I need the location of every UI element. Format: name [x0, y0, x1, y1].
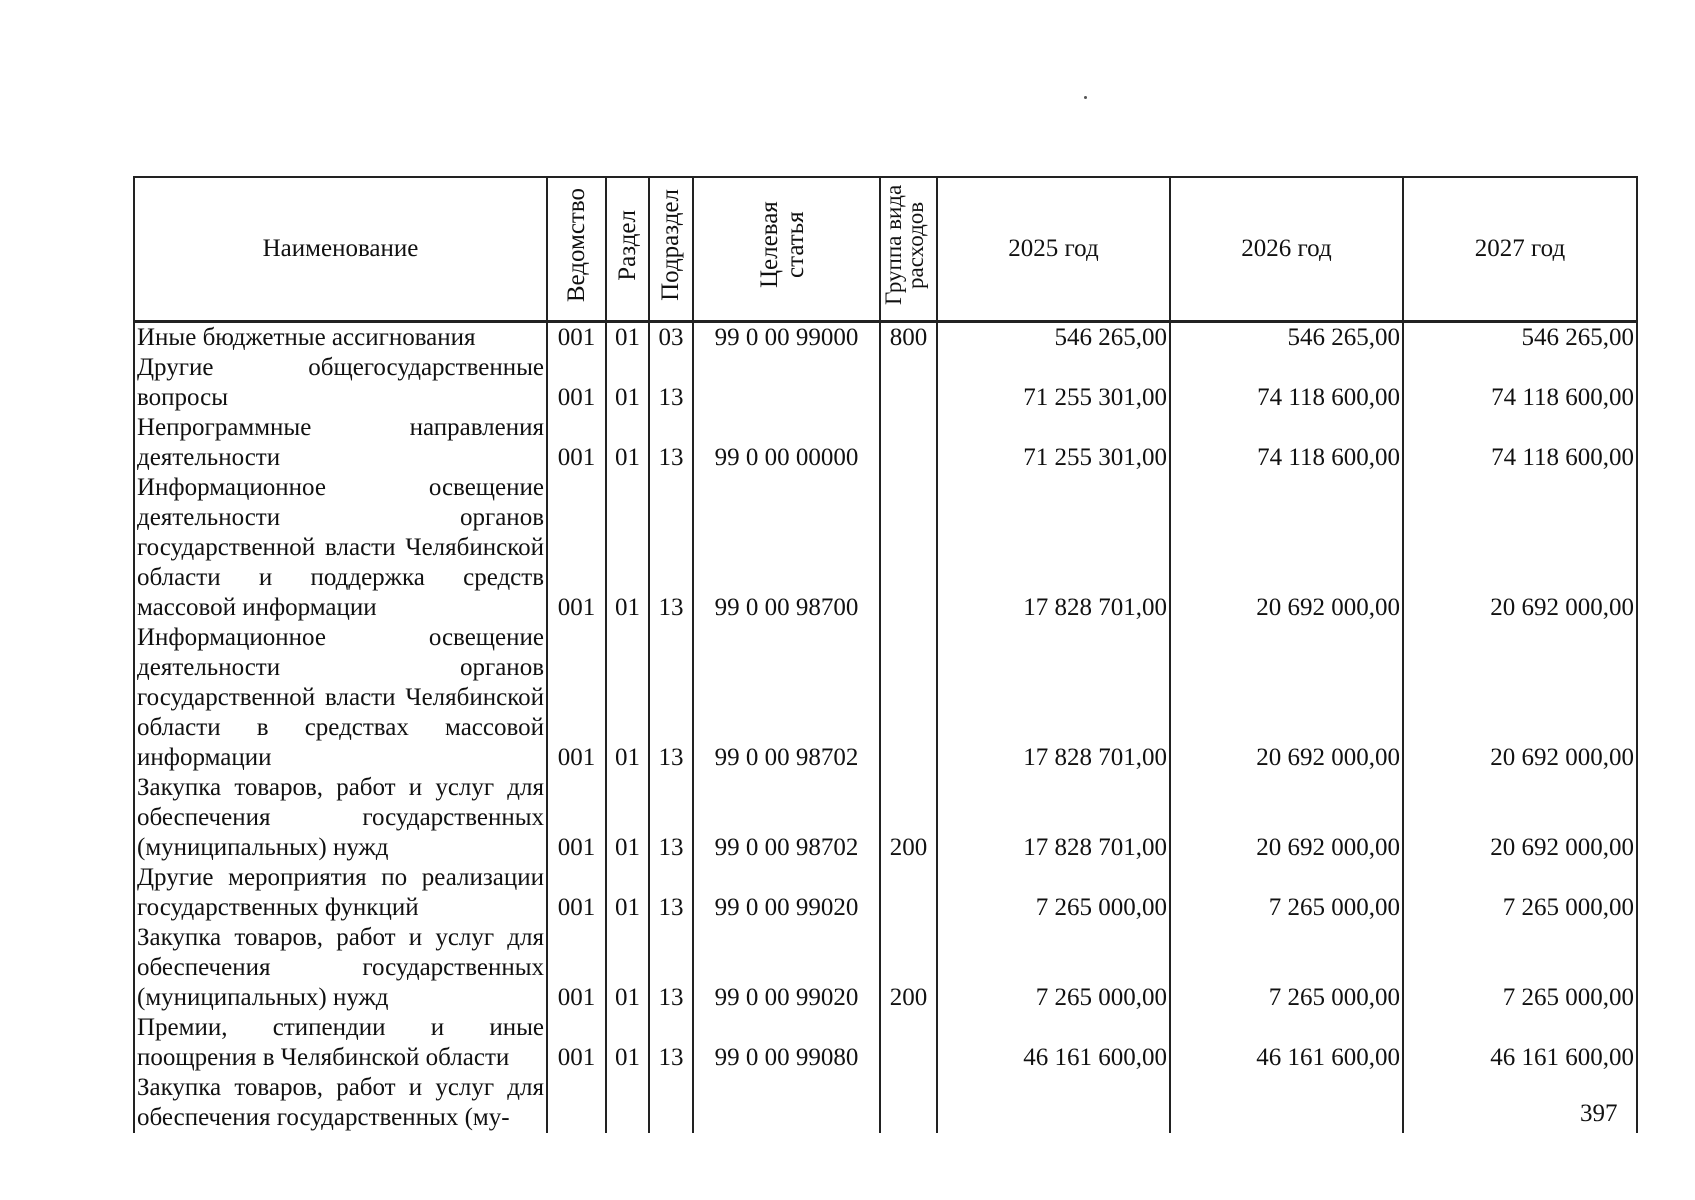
cell-department: 001	[547, 923, 606, 1013]
header-section	[606, 177, 649, 322]
budget-allocation-table	[133, 176, 1638, 1133]
cell-subsection: 13	[649, 1013, 693, 1073]
header-department	[547, 177, 606, 322]
cell-target-article: 99 0 00 98702	[693, 773, 880, 863]
cell-section: 01	[606, 923, 649, 1013]
cell-subsection: 13	[649, 923, 693, 1013]
cell-subsection: 13	[649, 413, 693, 473]
cell-2025: 71 255 301,00	[937, 413, 1170, 473]
cell-name: Другие мероприятия по реализации государственных функций	[134, 863, 547, 923]
table-row	[134, 1073, 1637, 1133]
header-target-article-label: Целевая статья	[755, 201, 809, 289]
cell-2027: 546 265,00	[1403, 322, 1637, 354]
cell-subsection: 13	[649, 623, 693, 773]
table-row	[134, 413, 1637, 473]
cell-expense-group: 200	[880, 923, 937, 1013]
cell-name: Другие общегосударственные вопросы	[134, 353, 547, 413]
cell-department	[547, 1073, 606, 1133]
cell-name: Непрограммные направления деятельности	[134, 413, 547, 473]
cell-2026: 74 118 600,00	[1170, 413, 1403, 473]
cell-section: 01	[606, 863, 649, 923]
cell-department: 001	[547, 1013, 606, 1073]
cell-2026: 7 265 000,00	[1170, 923, 1403, 1013]
cell-2027: 20 692 000,00	[1403, 473, 1637, 623]
header-2027-label: 2027 год	[1474, 235, 1566, 262]
header-section-label: Раздел	[613, 209, 641, 281]
cell-2027: 20 692 000,00	[1403, 623, 1637, 773]
cell-target-article: 99 0 00 00000	[693, 413, 880, 473]
cell-2025: 17 828 701,00	[937, 623, 1170, 773]
cell-2025: 46 161 600,00	[937, 1013, 1170, 1073]
cell-2026: 20 692 000,00	[1170, 623, 1403, 773]
page-number: 397	[1580, 1100, 1618, 1127]
cell-expense-group	[880, 863, 937, 923]
cell-subsection: 13	[649, 863, 693, 923]
header-subsection-label: Подраздел	[657, 189, 684, 301]
cell-expense-group	[880, 353, 937, 413]
header-2026-label: 2026 год	[1241, 235, 1332, 262]
cell-section: 01	[606, 623, 649, 773]
cell-subsection: 03	[649, 322, 693, 354]
cell-2027: 74 118 600,00	[1403, 353, 1637, 413]
cell-2025: 7 265 000,00	[937, 863, 1170, 923]
cell-expense-group: 800	[880, 322, 937, 354]
cell-2025: 17 828 701,00	[937, 773, 1170, 863]
cell-2026: 7 265 000,00	[1170, 863, 1403, 923]
table-row	[134, 623, 1637, 773]
header-expense-group	[880, 177, 937, 322]
cell-2026	[1170, 1073, 1403, 1133]
cell-name: Премии, стипендии и иные поощрения в Челябинской области	[134, 1013, 547, 1073]
table-row	[134, 863, 1637, 923]
header-subsection	[649, 177, 693, 322]
cell-2027: 46 161 600,00	[1403, 1013, 1637, 1073]
cell-target-article: 99 0 00 99020	[693, 923, 880, 1013]
cell-target-article: 99 0 00 98702	[693, 623, 880, 773]
table-row	[134, 773, 1637, 863]
cell-subsection	[649, 1073, 693, 1133]
cell-section: 01	[606, 353, 649, 413]
cell-section: 01	[606, 322, 649, 354]
header-target-article	[693, 177, 880, 322]
table-row	[134, 322, 1637, 354]
cell-target-article: 99 0 00 98700	[693, 473, 880, 623]
cell-department: 001	[547, 473, 606, 623]
cell-expense-group: 200	[880, 773, 937, 863]
cell-name: Информационное освещение деятельности органов государственной власти Челябинской области в средствах массовой информации	[134, 623, 547, 773]
scan-artifact-dot	[1084, 96, 1087, 99]
cell-subsection: 13	[649, 473, 693, 623]
cell-name: Закупка товаров, работ и услуг для обеспечения государственных (му-	[134, 1073, 547, 1133]
header-department-label: Ведомство	[562, 187, 590, 303]
header-2026	[1170, 177, 1403, 322]
table-row	[134, 1013, 1637, 1073]
table-header-row	[134, 177, 1637, 322]
cell-2027: 20 692 000,00	[1403, 773, 1637, 863]
cell-2026: 74 118 600,00	[1170, 353, 1403, 413]
header-name	[134, 177, 547, 322]
cell-2026: 20 692 000,00	[1170, 773, 1403, 863]
cell-2026: 20 692 000,00	[1170, 473, 1403, 623]
cell-target-article: 99 0 00 99000	[693, 322, 880, 354]
table-row	[134, 353, 1637, 413]
header-2027	[1403, 177, 1637, 322]
table-row	[134, 473, 1637, 623]
cell-name: Информационное освещение деятельности органов государственной власти Челябинской области и поддержка средств массовой информации	[134, 473, 547, 623]
cell-2025: 7 265 000,00	[937, 923, 1170, 1013]
cell-department: 001	[547, 773, 606, 863]
cell-2026: 546 265,00	[1170, 322, 1403, 354]
cell-section: 01	[606, 1013, 649, 1073]
cell-section: 01	[606, 473, 649, 623]
cell-subsection: 13	[649, 773, 693, 863]
cell-2027: 7 265 000,00	[1403, 923, 1637, 1013]
cell-target-article: 99 0 00 99080	[693, 1013, 880, 1073]
cell-expense-group	[880, 1013, 937, 1073]
cell-section: 01	[606, 773, 649, 863]
cell-name: Закупка товаров, работ и услуг для обеспечения государственных (муниципальных) нужд	[134, 923, 547, 1013]
cell-2027: 74 118 600,00	[1403, 413, 1637, 473]
header-2025-label: 2025 год	[1008, 235, 1099, 262]
cell-2026: 46 161 600,00	[1170, 1013, 1403, 1073]
cell-2025: 17 828 701,00	[937, 473, 1170, 623]
cell-expense-group	[880, 623, 937, 773]
cell-name: Закупка товаров, работ и услуг для обеспечения государственных (муниципальных) нужд	[134, 773, 547, 863]
cell-expense-group	[880, 473, 937, 623]
header-name-label: Наименование	[262, 235, 419, 262]
cell-department: 001	[547, 413, 606, 473]
header-expense-group-label: Группа вида расходов	[880, 184, 928, 306]
cell-department: 001	[547, 322, 606, 354]
cell-expense-group	[880, 413, 937, 473]
cell-2025: 546 265,00	[937, 322, 1170, 354]
cell-name: Иные бюджетные ассигнования	[134, 322, 547, 354]
table-row	[134, 923, 1637, 1013]
cell-2027: 7 265 000,00	[1403, 863, 1637, 923]
cell-2025: 71 255 301,00	[937, 353, 1170, 413]
cell-department: 001	[547, 863, 606, 923]
cell-subsection: 13	[649, 353, 693, 413]
cell-target-article	[693, 1073, 880, 1133]
cell-section	[606, 1073, 649, 1133]
cell-2025	[937, 1073, 1170, 1133]
header-2025	[937, 177, 1170, 322]
cell-target-article: 99 0 00 99020	[693, 863, 880, 923]
cell-target-article	[693, 353, 880, 413]
cell-department: 001	[547, 353, 606, 413]
cell-expense-group	[880, 1073, 937, 1133]
cell-section: 01	[606, 413, 649, 473]
cell-department: 001	[547, 623, 606, 773]
